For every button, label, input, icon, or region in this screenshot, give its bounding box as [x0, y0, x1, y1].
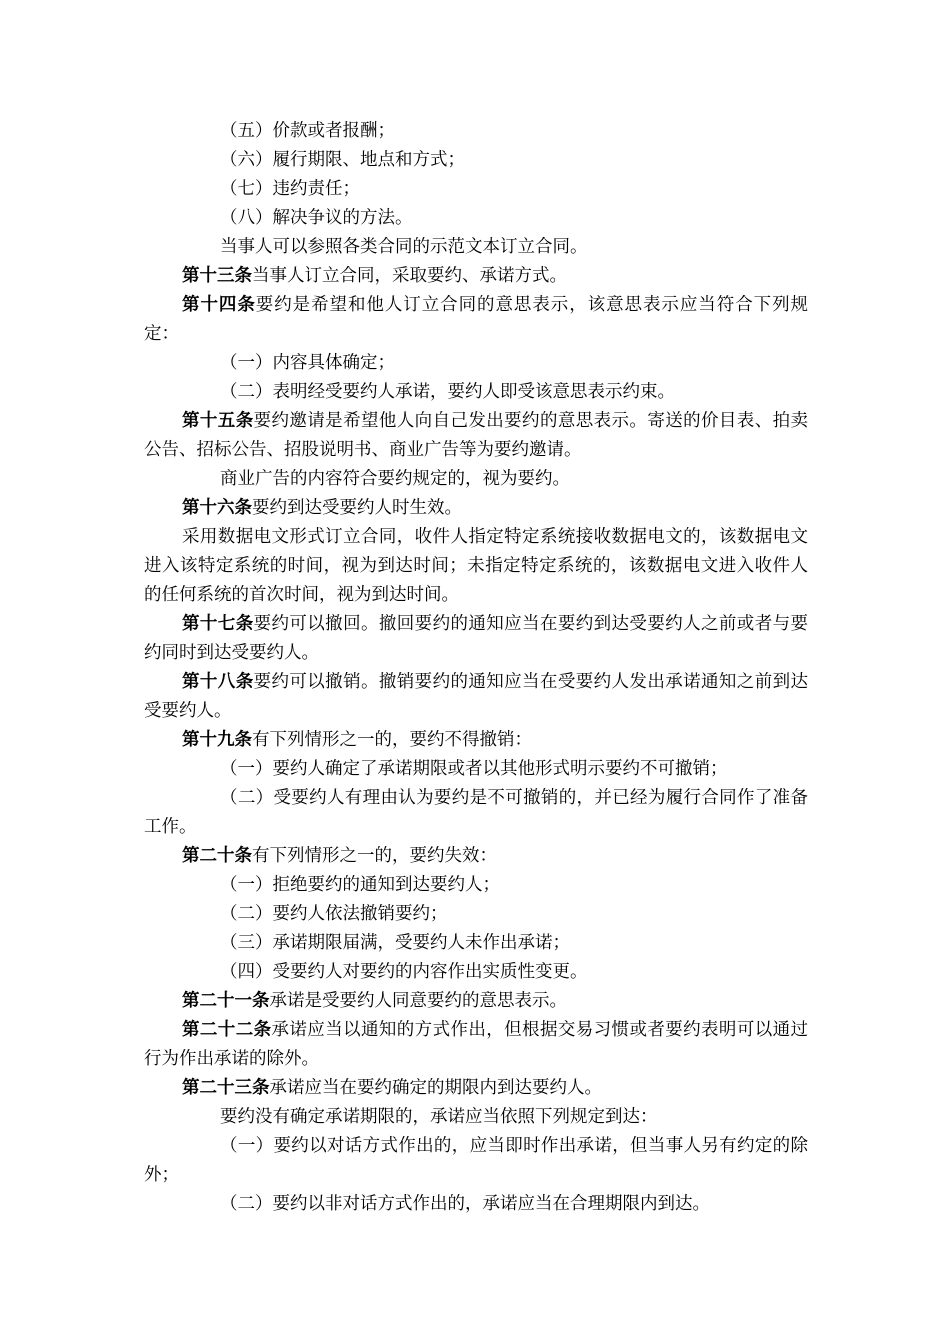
article-text: 要约邀请是希望他人向自己发出要约的意思表示。寄送的价目表、拍卖公告、招标公告、招股说明书、商业广告等为要约邀请。 [144, 411, 809, 460]
article-number: 第十三条 [182, 266, 252, 286]
note-paragraph: 当事人可以参照各类合同的示范文本订立合同。 [220, 237, 588, 257]
sub-item: （一）要约人确定了承诺期限或者以其他形式明示要约不可撤销； [220, 759, 728, 779]
article-paragraph [144, 1074, 808, 1103]
article-number: 第十九条 [182, 730, 252, 750]
article-text: 要约到达受要约人时生效。 [252, 498, 462, 518]
sub-item: （四）受要约人对要约的内容作出实质性变更。 [220, 962, 588, 982]
sub-item: （二）要约以非对话方式作出的，承诺应当在合理期限内到达。 [220, 1194, 710, 1214]
article-paragraph [144, 668, 808, 726]
article-number: 第十八条 [182, 672, 254, 692]
article-number: 第二十二条 [182, 1020, 272, 1040]
sub-item: （六）履行期限、地点和方式； [220, 150, 465, 170]
sub-item: （二）表明经受要约人承诺，要约人即受该意思表示约束。 [220, 382, 675, 402]
sub-item: （二）受要约人有理由认为要约是不可撤销的，并已经为履行合同作了准备工作。 [144, 788, 808, 837]
article-text: 当事人订立合同，采取要约、承诺方式。 [252, 266, 567, 286]
article-text: 有下列情形之一的，要约失效： [252, 846, 497, 866]
article-paragraph [144, 494, 808, 523]
article-paragraph [144, 1016, 808, 1074]
article-number: 第二十一条 [182, 991, 270, 1011]
sub-item: （五）价款或者报酬； [220, 121, 395, 141]
sub-item: （一）内容具体确定； [220, 353, 395, 373]
article-number: 第十七条 [182, 614, 254, 634]
note-paragraph: 商业广告的内容符合要约规定的，视为要约。 [220, 469, 570, 489]
article-paragraph [144, 291, 808, 349]
article-text: 有下列情形之一的，要约不得撤销： [252, 730, 532, 750]
article-paragraph [144, 987, 808, 1016]
article-text: 要约可以撤回。撤回要约的通知应当在要约到达受要约人之前或者与要约同时到达受要约人。 [144, 614, 809, 663]
article-text: 要约是希望和他人订立合同的意思表示，该意思表示应当符合下列规定： [144, 295, 809, 344]
document-body [144, 117, 808, 1219]
article-text: 要约可以撤销。撤销要约的通知应当在受要约人发出承诺通知之前到达受要约人。 [144, 672, 809, 721]
sub-item: （八）解决争议的方法。 [220, 208, 413, 228]
note-paragraph: 要约没有确定承诺期限的，承诺应当依照下列规定到达： [220, 1107, 658, 1127]
article-paragraph [144, 842, 808, 871]
article-number: 第二十条 [182, 846, 252, 866]
sub-item: （一）要约以对话方式作出的，应当即时作出承诺，但当事人另有约定的除外； [144, 1136, 808, 1185]
article-paragraph [144, 610, 808, 668]
body-paragraph: 采用数据电文形式订立合同，收件人指定特定系统接收数据电文的，该数据电文进入该特定系统的时间，视为到达时间；未指定特定系统的，该数据电文进入收件人的任何系统的首次时间，视为到达时间。 [144, 527, 808, 605]
article-paragraph [144, 262, 808, 291]
sub-item: （二）要约人依法撤销要约； [220, 904, 448, 924]
article-text: 承诺应当以通知的方式作出，但根据交易习惯或者要约表明可以通过行为作出承诺的除外。 [144, 1020, 809, 1069]
article-text: 承诺应当在要约确定的期限内到达要约人。 [269, 1078, 602, 1098]
article-text: 承诺是受要约人同意要约的意思表示。 [269, 991, 567, 1011]
sub-item: （七）违约责任； [220, 179, 360, 199]
article-number: 第十四条 [182, 295, 256, 315]
article-number: 第二十三条 [182, 1078, 270, 1098]
article-paragraph [144, 407, 808, 465]
article-number: 第十六条 [182, 498, 252, 518]
article-paragraph [144, 726, 808, 755]
sub-item: （一）拒绝要约的通知到达要约人； [220, 875, 500, 895]
sub-item: （三）承诺期限届满，受要约人未作出承诺； [220, 933, 570, 953]
article-number: 第十五条 [182, 411, 254, 431]
